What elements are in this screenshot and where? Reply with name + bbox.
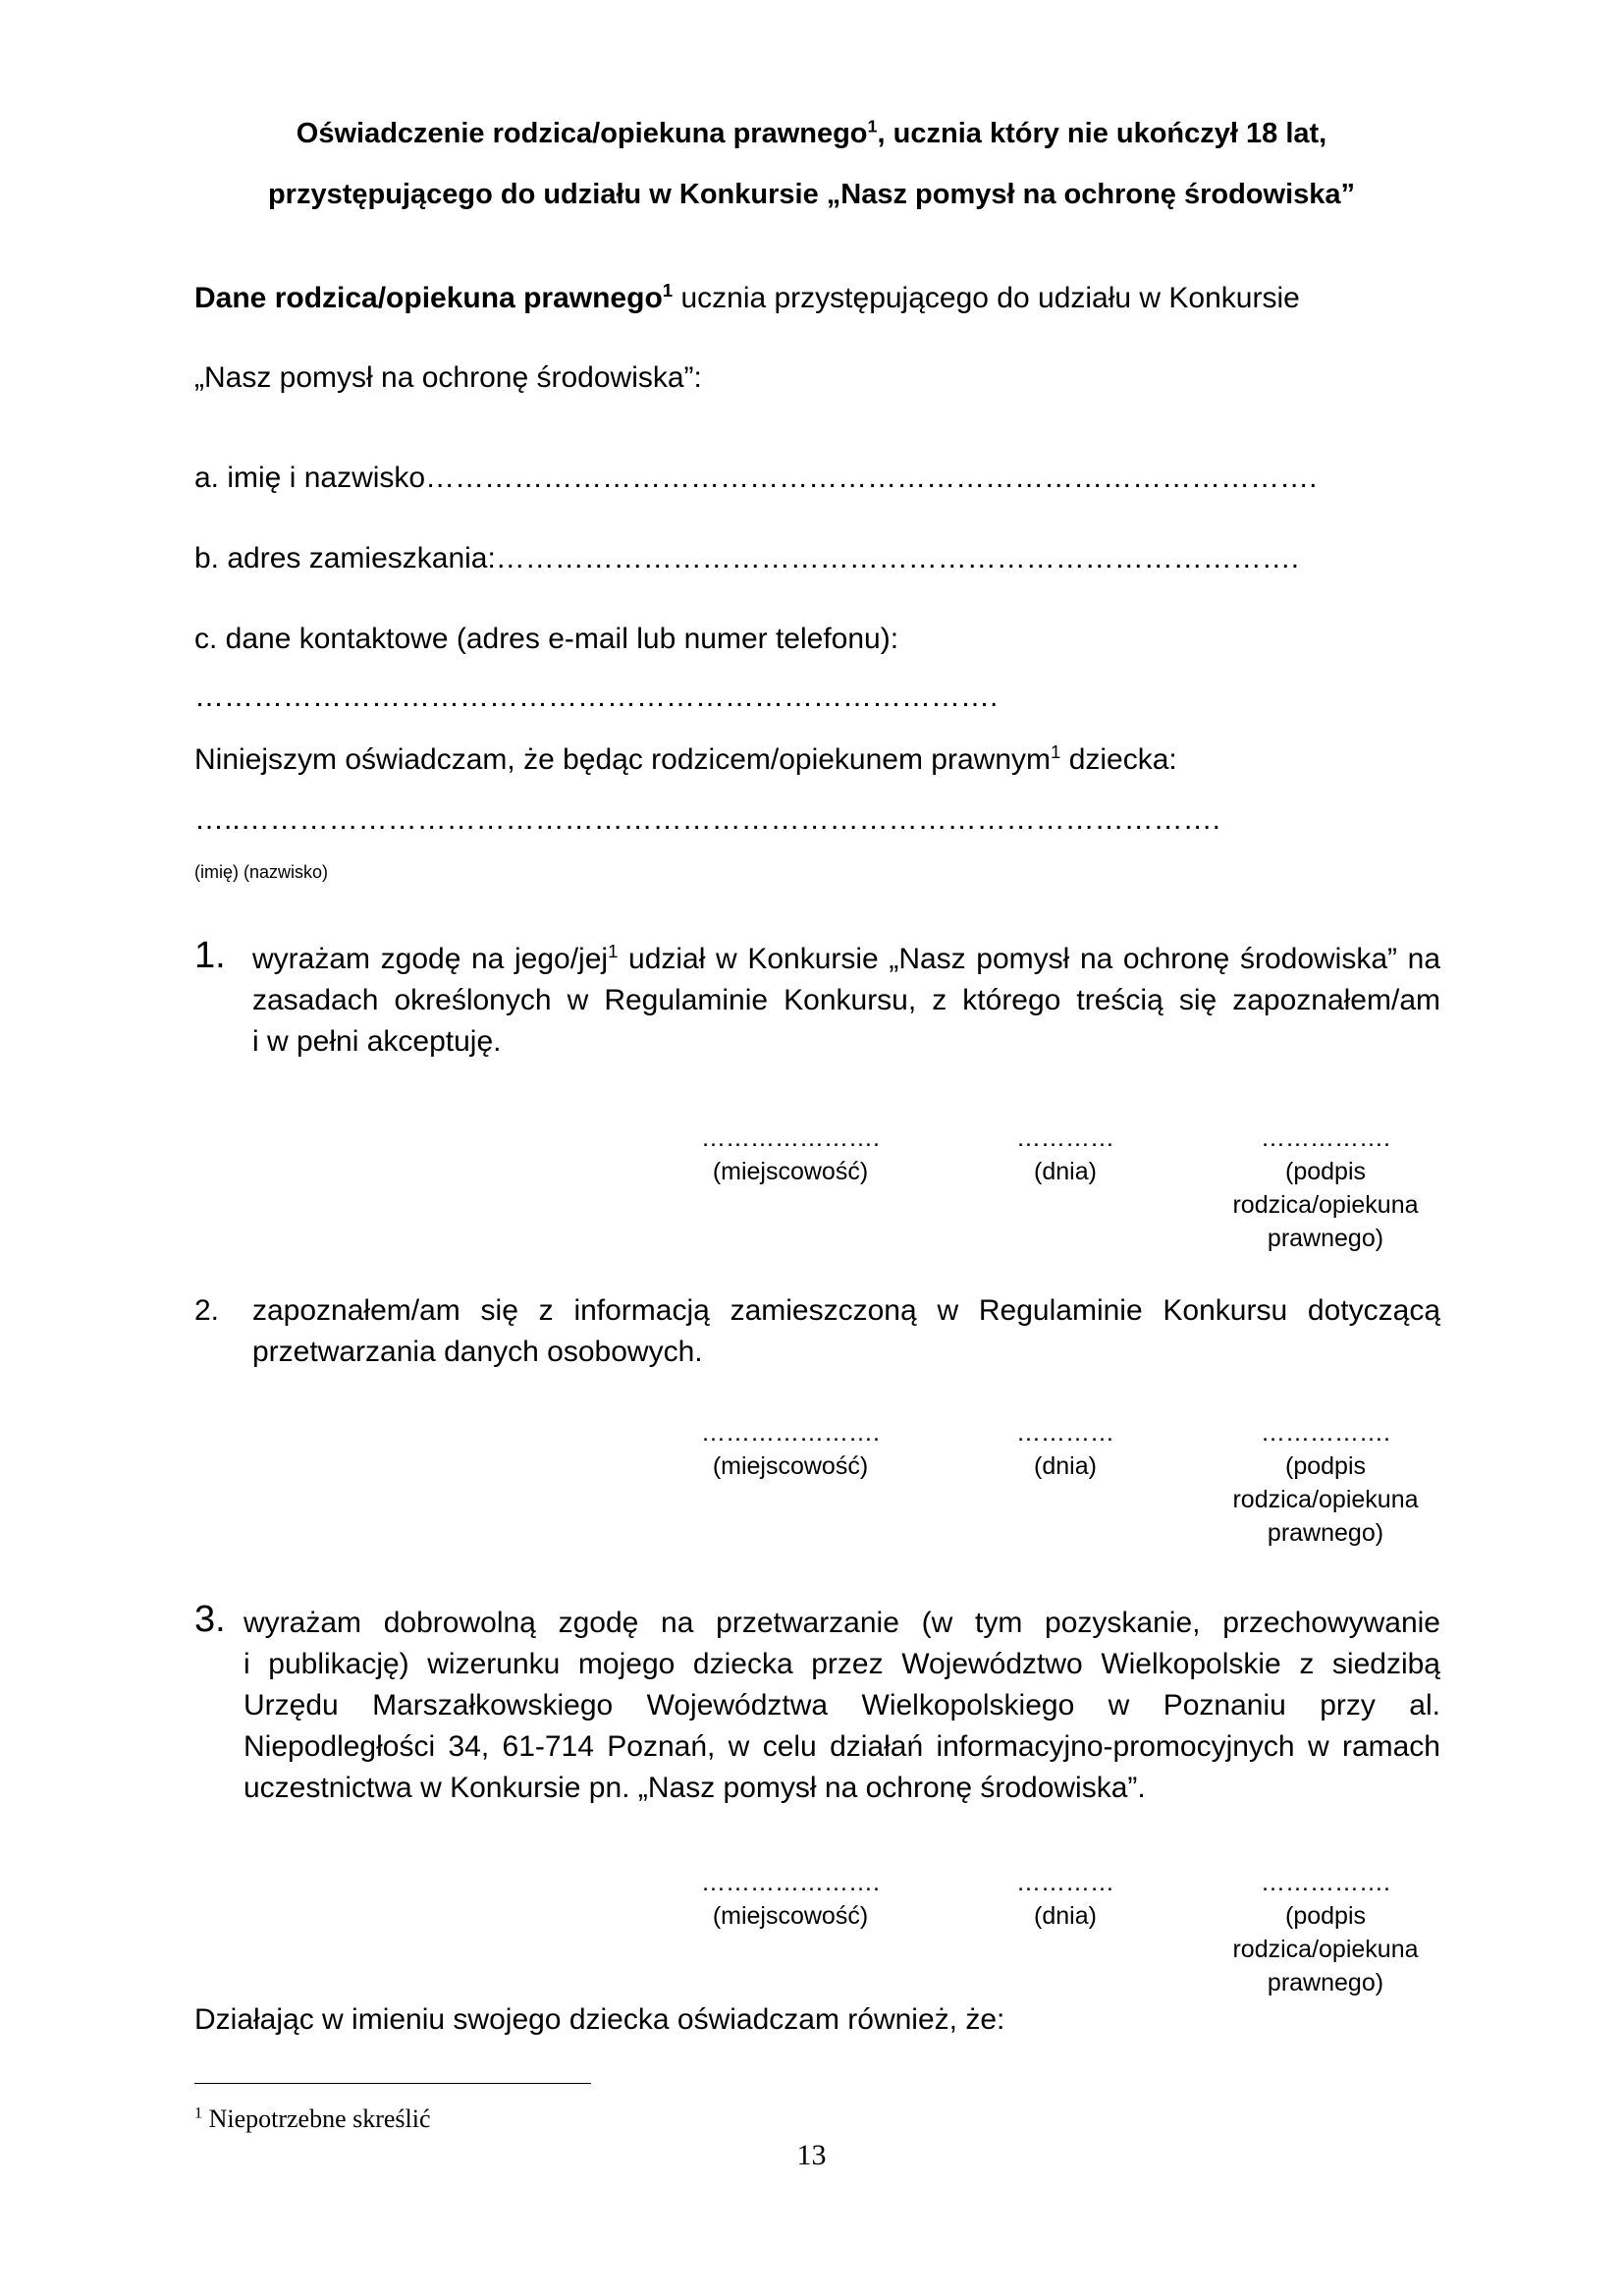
item-1-line-3: i w pełni akceptuję. — [252, 1025, 502, 1058]
field-contact[interactable]: ………………………………………………………………………. — [194, 681, 999, 713]
signature-place-2[interactable]: …………………. (miejscowość) — [701, 1419, 880, 1480]
item-2-line-2: przetwarzania danych osobowych. — [252, 1336, 703, 1368]
intro-line-2: „Nasz pomysł na ochronę środowiska”: — [194, 361, 702, 394]
footnote: $^1$ Niepotrzebne skreślić — [194, 2105, 431, 2133]
footnote-marker: 1 — [1051, 741, 1061, 762]
item-number-1: 1. — [194, 935, 226, 976]
intro-line-1: Dane rodzica/opiekuna prawnego$^1$ ucznia przystępującego do udziału w Konkursie — [194, 280, 1300, 314]
child-name-caption: (imię) (nazwisko) — [194, 862, 329, 882]
item-3-line-5: uczestnictwa w Konkursie pn. „Nasz pomysł na ochronę środowiska”. — [243, 1772, 1146, 1804]
item-text-2 — [252, 1290, 1440, 1373]
item-number-3: 3. — [194, 1599, 226, 1640]
closing-statement: Działając w imieniu swojego dziecka oświadczam również, że: — [194, 2003, 1005, 2036]
signature-date-2[interactable]: ………… (dnia) — [1016, 1419, 1114, 1480]
document-title-line-1: Oświadczenie rodzica/opiekuna prawnego$^1$, ucznia który nie ukończył 18 lat, — [296, 116, 1327, 149]
signature-sign-3[interactable]: ……………. (podpis rodzica/opiekuna prawnego) — [1232, 1869, 1419, 1996]
signature-date-1[interactable]: ………… (dnia) — [1016, 1124, 1114, 1185]
footnote-marker: 1 — [194, 2105, 203, 2122]
footnote-separator — [194, 2083, 591, 2084]
signature-sign-2[interactable]: ……………. (podpis rodzica/opiekuna prawnego) — [1232, 1419, 1419, 1547]
signature-place-1[interactable]: …………………. (miejscowość) — [701, 1124, 880, 1185]
item-1-line-2: zasadach określonych w Regulaminie Konkursu, z którego treścią się zapoznałem/am — [252, 984, 1440, 1016]
declaration-line: Niniejszym oświadczam, że będąc rodzicem/opiekunem prawnym$^1$ dziecka: — [194, 741, 1177, 776]
footnote-marker: 1 — [867, 116, 878, 137]
document-title-line-2: przystępującego do udziału w Konkursie „Nasz pomysł na ochronę środowiska” — [267, 179, 1356, 210]
item-2-line-1: zapoznałem/am się z informacją zamieszczoną w Regulaminie Konkursu dotyczącą — [252, 1294, 1440, 1327]
field-name[interactable]: a. imię i nazwisko………………………………………………………………………………. — [194, 462, 1318, 494]
item-3-line-2: i publikację) wizerunku mojego dziecka przez Województwo Wielkopolskie z siedzibą — [243, 1648, 1440, 1680]
item-number-2: 2. — [194, 1294, 220, 1327]
signature-sign-1[interactable]: ……………. (podpis rodzica/opiekuna prawnego) — [1232, 1124, 1419, 1252]
footnote-marker: 1 — [608, 941, 619, 961]
footnote-marker: 1 — [662, 280, 674, 301]
page-number: 13 — [796, 2139, 827, 2171]
item-3-line-4: Niepodległości 34, 61-714 Poznań, w celu działań informacyjno-promocyjnych w ramach — [243, 1730, 1440, 1763]
field-contact-label: c. dane kontaktowe (adres e-mail lub numer telefonu): — [194, 623, 899, 655]
item-1-line-1: wyrażam zgodę na jego/jej$^1$ udział w Konkursie „Nasz pomysł na ochronę środowiska” na — [252, 941, 1441, 975]
field-child-name[interactable]: …..………………………………………………………………………………………. — [194, 803, 1221, 836]
signature-date-3[interactable]: ………… (dnia) — [1016, 1869, 1114, 1930]
item-text-1 — [252, 939, 1440, 1063]
item-3-line-1: wyrażam dobrowolną zgodę na przetwarzanie (w tym pozyskanie, przechowywanie — [243, 1607, 1440, 1639]
item-text-3 — [243, 1603, 1440, 1809]
item-3-line-3: Urzędu Marszałkowskiego Województwa Wielkopolskiego w Poznaniu przy al. — [243, 1689, 1440, 1722]
signature-place-3[interactable]: …………………. (miejscowość) — [701, 1869, 880, 1930]
field-address[interactable]: b. adres zamieszkania:………………………………………………………………………. — [194, 542, 1300, 574]
